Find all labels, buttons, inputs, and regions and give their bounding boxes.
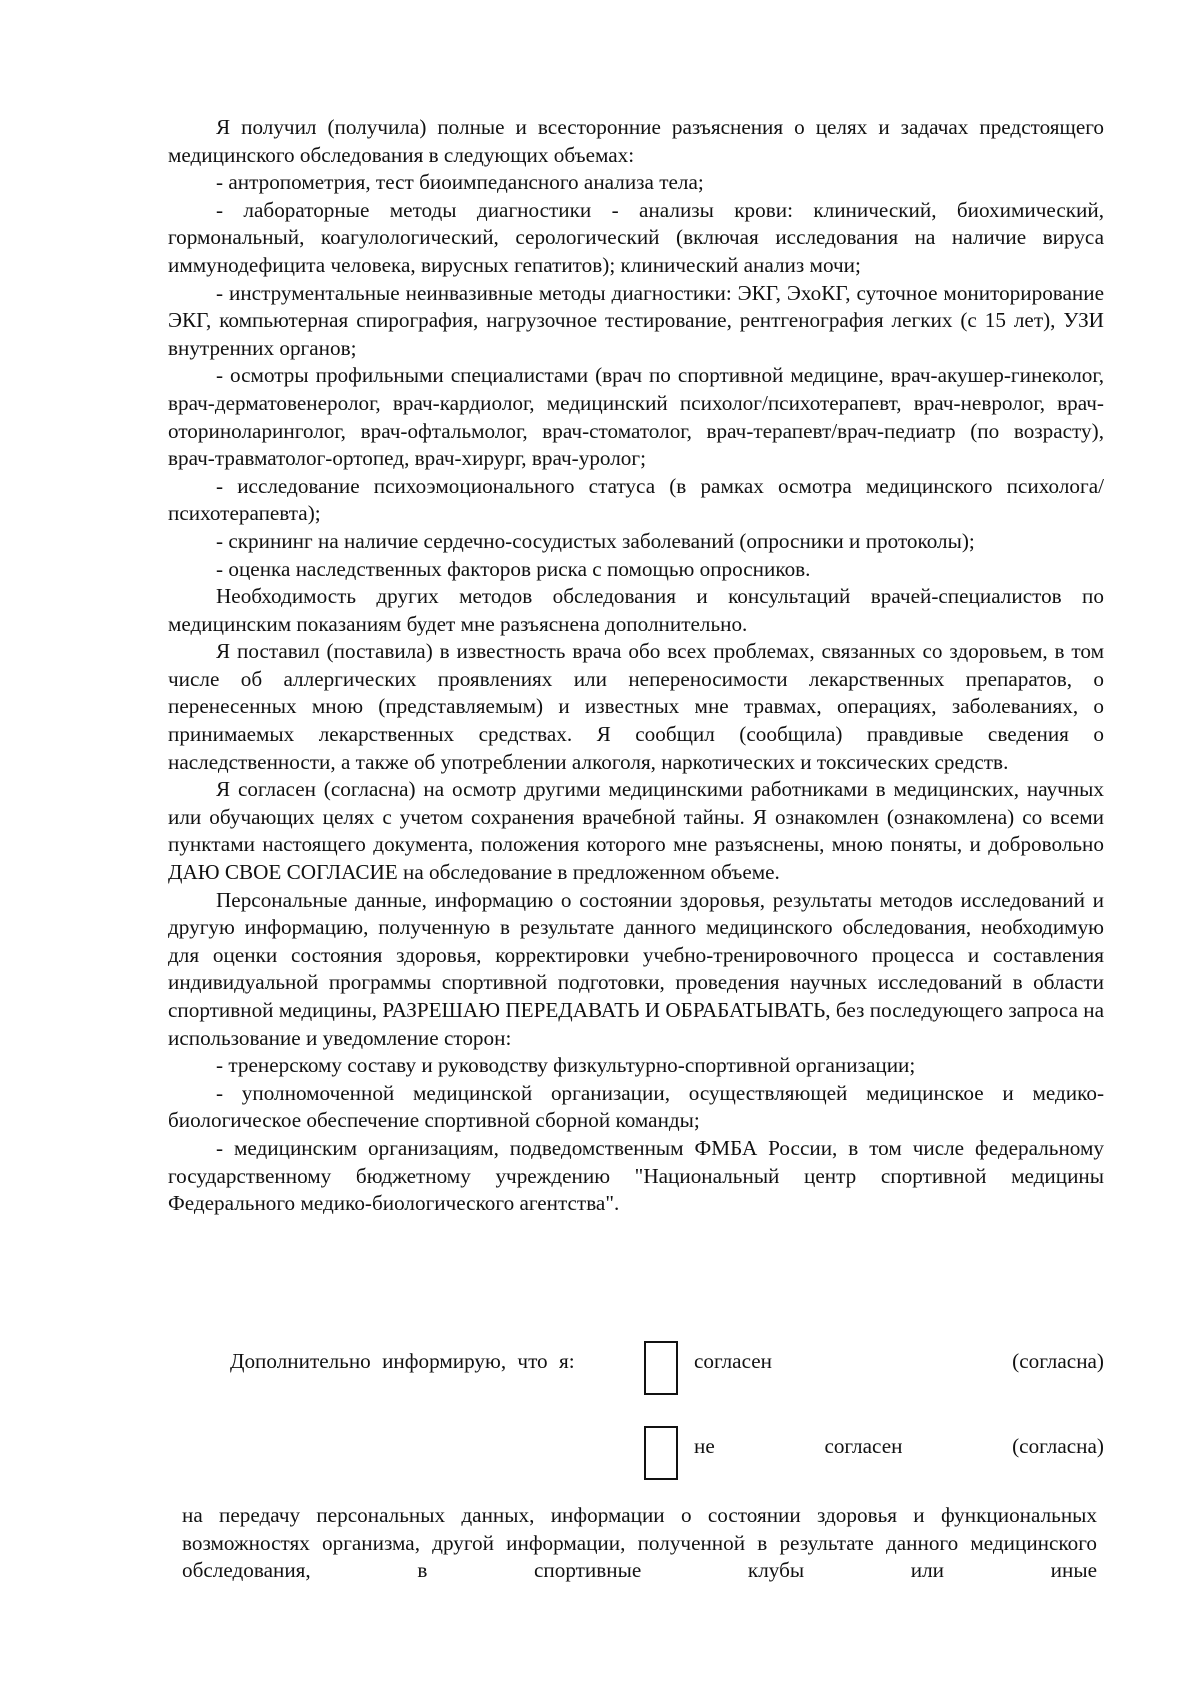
consent-intro: Дополнительно информирую, что я: (230, 1349, 575, 1373)
disagree-option-label (694, 1433, 1104, 1461)
list-item-hereditary-risk: - оценка наследственных факторов риска с помощью опросников. (216, 556, 811, 581)
agree-option-label (694, 1348, 1104, 1376)
list-item-medical-organization: - уполномоченной медицинской организации, осуществляющей медицинское и медико-биологическое обеспечение спортивной сборной команды; (168, 1080, 1104, 1133)
disagree-checkbox[interactable] (644, 1426, 678, 1480)
agree-checkbox[interactable] (644, 1341, 678, 1395)
list-item-coaching-staff: - тренерскому составу и руководству физкультурно-спортивной организации; (216, 1053, 916, 1078)
paragraph-health-disclosure: Я поставил (поставила) в известность врача обо всех проблемах, связанных со здоровьем, в том числе об аллергических проявлениях или непереносимости лекарственных препаратов, о перенесенных мною (представляемым) и известных мне травмах, операциях, заболеваниях, о принимаемых лекарственных средствах. Я сообщил (сообщила) правдивые сведения о наследственности, а также об употреблении алкоголя, наркотических и токсических средств. (168, 639, 1104, 774)
paragraph-data-processing: Персональные данные, информацию о состоянии здоровья, результаты методов исследований и другую информацию, полученную в результате данного медицинского обследования, необходимую для оценки состояния здоровья, корректировки учебно-тренировочного процесса и составления индивидуальной программы спортивной подготовки, проведения научных исследований в области спортивной медицины, РАЗРЕШАЮ ПЕРЕДАВАТЬ И ОБРАБАТЫВАТЬ, без последующего запроса на использование и уведомление сторон: (168, 887, 1104, 1050)
disagree-not-word: не (694, 1434, 715, 1458)
list-item-lab-methods: - лабораторные методы диагностики - анализы крови: клинический, биохимический, гормональный, коагулологический, серологический (включая исследования на наличие вируса иммунодефицита человека, вирусных гепатитов); клинический анализ мочи; (168, 197, 1104, 277)
agree-alt-word: (согласна) (1012, 1349, 1104, 1373)
list-item-anthropometry: - антропометрия, тест биоимпедансного анализа тела; (216, 170, 704, 195)
paragraph-additional-methods: Необходимость других методов обследования и консультаций врачей-специалистов по медицинским показаниям будет мне разъяснена дополнительно. (168, 584, 1104, 636)
disagree-alt-word: (согласна) (1012, 1434, 1104, 1458)
document-body (168, 114, 1104, 1218)
paragraph-examination-consent: Я согласен (согласна) на осмотр другими медицинскими работниками в медицинских, научных или обучающих целях с учетом сохранения врачебной тайны. Я ознакомлен (ознакомлена) со всеми пунктами настоящего документа, положения которого мне разъяснены, мною поняты, и добровольно ДАЮ СВОЕ СОГЛАСИЕ на обследование в предложенном объеме. (168, 777, 1104, 885)
consent-options (168, 1337, 1104, 1487)
list-item-fmba-organizations: - медицинским организациям, подведомственным ФМБА России, в том числе федеральному государственному бюджетному учреждению "Национальный центр спортивной медицины Федерального медико-биологического агентства". (168, 1135, 1104, 1216)
paragraph-intro: Я получил (получила) полные и всесторонние разъяснения о целях и задачах предстоящего медицинского обследования в следующих объемах: (168, 115, 1104, 167)
list-item-instrumental-methods: - инструментальные неинвазивные методы диагностики: ЭКГ, ЭхоКГ, суточное мониторирование ЭКГ, компьютерная спирография, нагрузочное тестирование, рентгенография легких (с 15 лет), УЗИ внутренних органов; (168, 280, 1104, 360)
list-item-cardio-screening: - скрининг на наличие сердечно-сосудистых заболеваний (опросники и протоколы); (216, 528, 975, 553)
disagree-word: согласен (824, 1434, 903, 1458)
list-item-specialists: - осмотры профильными специалистами (врач по спортивной медицине, врач-акушер-гинеколог, врач-дерматовенеролог, врач-кардиолог, медицинский психолог/психотерапевт, врач-невролог, врач-оториноларинголог, врач-офтальмолог, врач-стоматолог, врач-терапевт/врач-педиатр (по возрасту), врач-травматолог-ортопед, врач-хирург, врач-уролог; (168, 363, 1104, 471)
paragraph-data-transfer: на передачу персональных данных, информации о состоянии здоровья и функциональных возможностях организма, другой информации, полученной в результате данного медицинского обследования, в спортивные клубы или иные (182, 1503, 1097, 1583)
list-item-psycho-status: - исследование психоэмоционального статуса (в рамках осмотра медицинского психолога/психотерапевта); (168, 473, 1104, 526)
agree-word: согласен (694, 1349, 772, 1373)
